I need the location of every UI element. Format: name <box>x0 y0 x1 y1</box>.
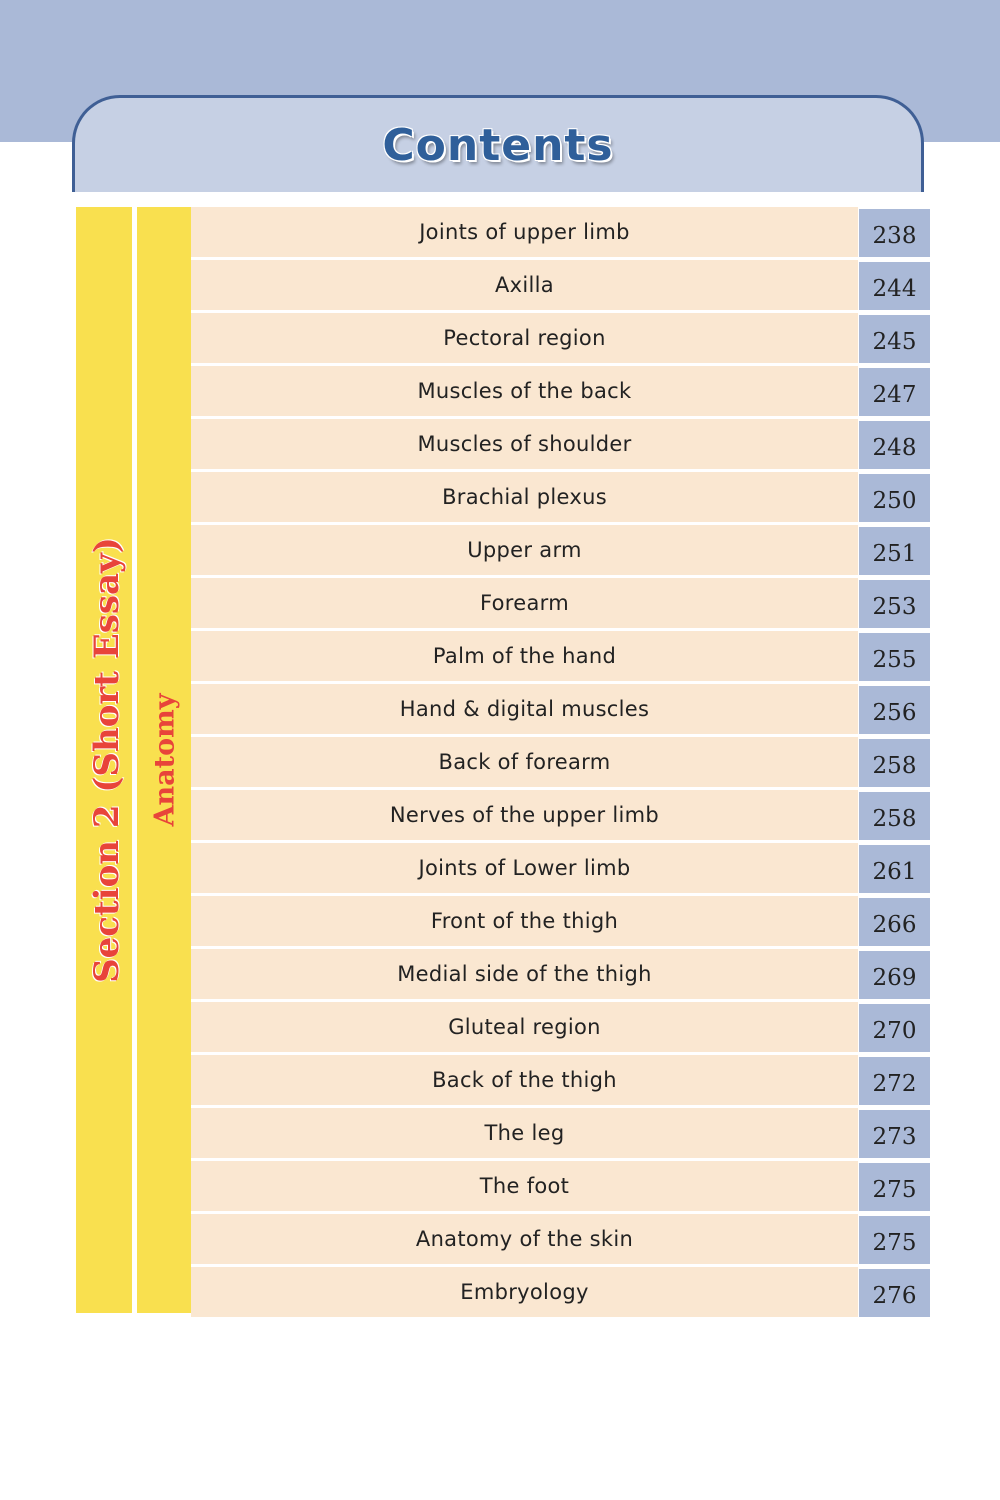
page-title: Contents <box>382 120 614 171</box>
topic-title: Pectoral region <box>191 313 858 363</box>
contents-row[interactable] <box>191 207 930 260</box>
page-number: 256 <box>859 684 930 734</box>
contents-row[interactable] <box>191 260 930 313</box>
topic-title: Forearm <box>191 578 858 628</box>
topic-title: Embryology <box>191 1267 858 1317</box>
page-number: 248 <box>859 419 930 469</box>
contents-row[interactable] <box>191 1055 930 1108</box>
page-number: 247 <box>859 366 930 416</box>
topic-title: Anatomy of the skin <box>191 1214 858 1264</box>
contents-table <box>191 207 930 1320</box>
topic-title: Muscles of shoulder <box>191 419 858 469</box>
page-number: 244 <box>859 260 930 310</box>
contents-row[interactable] <box>191 631 930 684</box>
topic-title: Palm of the hand <box>191 631 858 681</box>
contents-row[interactable] <box>191 366 930 419</box>
page-number: 273 <box>859 1108 930 1158</box>
topic-title: Back of the thigh <box>191 1055 858 1105</box>
page-number: 253 <box>859 578 930 628</box>
topic-title: Hand & digital muscles <box>191 684 858 734</box>
contents-row[interactable] <box>191 313 930 366</box>
topic-title: Muscles of the back <box>191 366 858 416</box>
contents-row[interactable] <box>191 684 930 737</box>
subject-label: Anatomy <box>149 693 181 827</box>
page-number: 266 <box>859 896 930 946</box>
page-number: 250 <box>859 472 930 522</box>
page-number: 270 <box>859 1002 930 1052</box>
contents-row[interactable] <box>191 1002 930 1055</box>
contents-row[interactable] <box>191 1108 930 1161</box>
contents-row[interactable] <box>191 843 930 896</box>
page-number: 272 <box>859 1055 930 1105</box>
contents-row[interactable] <box>191 737 930 790</box>
contents-row[interactable] <box>191 472 930 525</box>
page-number: 258 <box>859 790 930 840</box>
page-number: 261 <box>859 843 930 893</box>
topic-title: Upper arm <box>191 525 858 575</box>
topic-title: Nerves of the upper limb <box>191 790 858 840</box>
page-number: 275 <box>859 1214 930 1264</box>
contents-row[interactable] <box>191 419 930 472</box>
topic-title: Axilla <box>191 260 858 310</box>
section-label: Section 2 (Short Essay) <box>87 537 127 983</box>
page-number: 275 <box>859 1161 930 1211</box>
contents-row[interactable] <box>191 1267 930 1320</box>
contents-header <box>72 95 924 192</box>
page-number: 245 <box>859 313 930 363</box>
contents-row[interactable] <box>191 1214 930 1267</box>
topic-title: Front of the thigh <box>191 896 858 946</box>
topic-title: Joints of Lower limb <box>191 843 858 893</box>
topic-title: Gluteal region <box>191 1002 858 1052</box>
page-number: 258 <box>859 737 930 787</box>
topic-title: The foot <box>191 1161 858 1211</box>
topic-title: The leg <box>191 1108 858 1158</box>
topic-title: Brachial plexus <box>191 472 858 522</box>
contents-row[interactable] <box>191 578 930 631</box>
page-number: 251 <box>859 525 930 575</box>
contents-row[interactable] <box>191 525 930 578</box>
topic-title: Joints of upper limb <box>191 207 858 257</box>
page-number: 238 <box>859 207 930 257</box>
topic-title: Back of forearm <box>191 737 858 787</box>
contents-row[interactable] <box>191 896 930 949</box>
page-number: 255 <box>859 631 930 681</box>
contents-row[interactable] <box>191 949 930 1002</box>
page-number: 276 <box>859 1267 930 1317</box>
page-number: 269 <box>859 949 930 999</box>
topic-title: Medial side of the thigh <box>191 949 858 999</box>
contents-row[interactable] <box>191 790 930 843</box>
contents-row[interactable] <box>191 1161 930 1214</box>
